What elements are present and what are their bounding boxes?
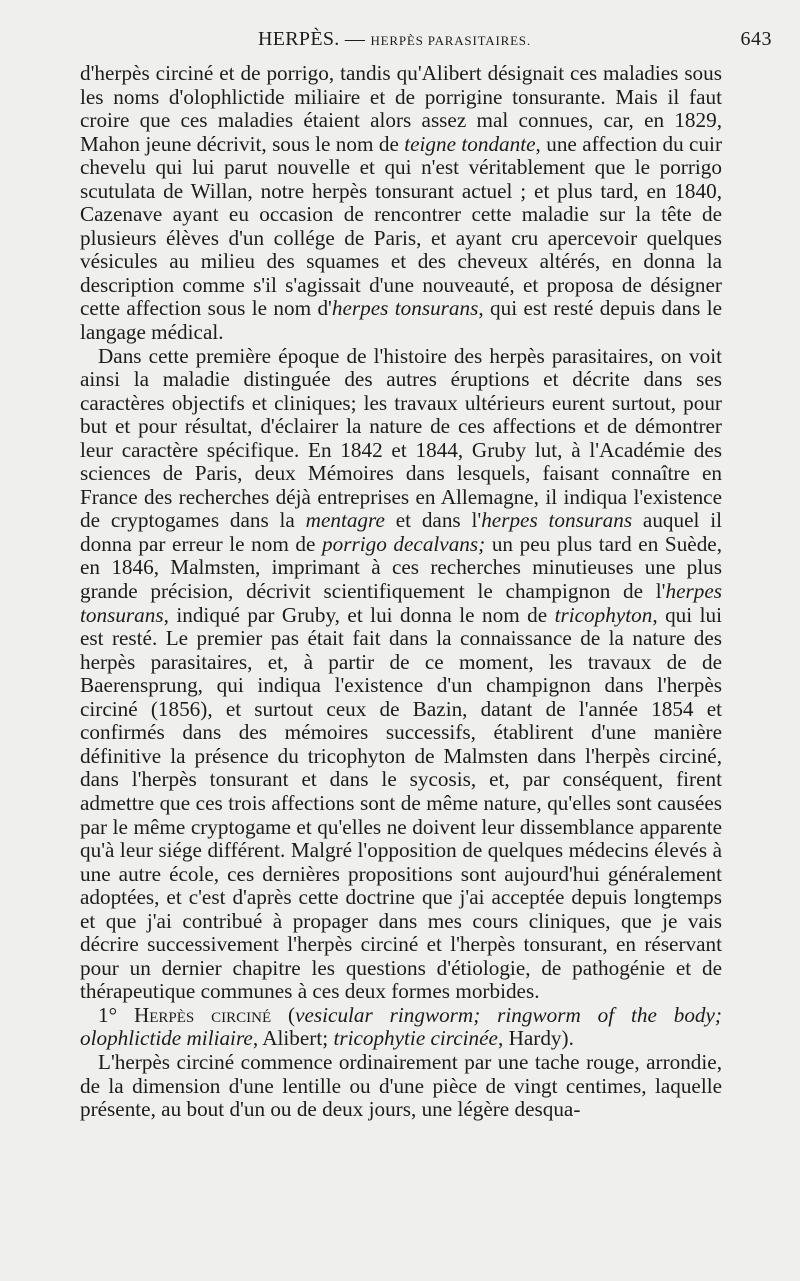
p2-text-c: auquel il donna par erreur le nom de [80,508,722,556]
section-number: 1° [98,1002,134,1027]
p2-italic-3: porrigo decalvans; [322,531,486,556]
p1-text-b: , une affection du cuir chevelu qui lui parut nouvelle et qui n'est véritablement que le porrigo scutulata de Willan, notre herpès tonsurant actuel ; et plus tard, en 1840, Cazenave ayant eu occasion de rencontrer cette maladie sur la tête de plusieurs élèves d'un collége de Paris, et ayant cru apercevoir quelques vésicules au milieu des squames et des cheveux altérés, en donna la description comme s'il s'agissait d'une nouveauté, et proposa de désigner cette affection sous le nom d' [80,131,722,321]
p2-text-e: , indiqué par Gruby, et lui donna le nom de [163,602,555,627]
p3-text-c: , Hardy). [497,1026,574,1051]
header-title-group [258,28,531,51]
header-subtitle: HERPÈS PARASITAIRES. [370,33,531,48]
header-title: HERPÈS. [258,28,340,50]
body-text [80,62,722,1122]
section-title: Herpès circiné [133,1002,272,1027]
page-number: 643 [740,28,772,50]
p2-text-d: un peu plus tard en Suède, en 1846, Malmsten, imprimant à ces recherches minutieuses une plus grande précision, décrivit scientifiquement le champignon de l' [80,531,723,604]
paragraph-4 [80,1051,722,1122]
p1-text: d'herpès circiné et de porrigo, tandis qu'Alibert désignait ces maladies sous les noms d'olophlictide miliaire et de porrigine tonsurante. Mais il faut croire que ces maladies étaient alors assez mal connues, car, en 1829, Mahon jeune décrivit, sous le nom de [80,61,722,156]
p2-italic-2: herpes tonsurans [481,508,633,533]
p2-italic-1: mentagre [305,508,385,533]
p2-text-f: , qui lui est resté. Le premier pas était fait dans la connaissance de la nature des herpès parasitaires, et, à partir de ce moment, les travaux de de Baerensprung, qui indiqua l'existence d'un champignon dans l'herpès circiné (1856), et surtout ceux de Bazin, datant de l'année 1854 et confirmés dans des mémoires successifs, établirent d'une manière définitive la présence du tricophyton de Malmsten dans l'herpès circiné, dans l'herpès tonsurant et dans le sycosis, et, par conséquent, firent admettre que ces trois affections sont de même nature, qu'elles sont causées par le même cryptogame et qu'elles ne doivent leur dissemblance apparente qu'à leur siége différent. Malgré l'opposition de quelques médecins élevés à une autre école, ces dernières propositions sont aujourd'hui généralement adoptées, et c'est d'après cette doctrine que j'ai acceptée depuis longtemps et que j'ai contribué à propager dans mes cours cliniques, que je vais décrire successivement l'herpès circiné et l'herpès tonsurant, en réservant pour un dernier chapitre les questions d'étiologie, de pathogénie et de thérapeutique communes à ces deux formes morbides. [80,602,722,1004]
p1-italic-1: teigne tondante [404,131,536,156]
p3-italic-1: vesicular ringworm; ringworm of the body; olophlictide miliaire [80,1002,722,1051]
p4-text: L'herpès circiné commence ordinairement par une tache rouge, arrondie, de la dimension d'une lentille ou d'une pièce de vingt centimes, laquelle présente, au bout d'un ou de deux jours, une légère desqua- [80,1049,722,1122]
p2-text-b: et dans l' [384,508,482,533]
p1-text-c: , qui est resté depuis dans le langage médical. [80,296,723,345]
p2-italic-4: herpes tonsurans [80,579,722,627]
p2-italic-5: tricophyton [554,602,653,627]
section-heading-herpes-circine [80,1004,722,1051]
paragraph-2 [80,345,722,1004]
p1-italic-2: herpes tonsurans [331,296,479,321]
p3-text-a: ( [271,1002,296,1027]
p3-italic-2: tricophytie circinée [333,1026,498,1051]
header-separator: — [339,28,371,50]
paragraph-1 [80,62,722,345]
p2-text: Dans cette première époque de l'histoire des herpès parasitaires, on voit ainsi la maladie distinguée des autres éruptions et décrite dans ses caractères objectifs et cliniques; les travaux ultérieurs eurent surtout, pour but et pour résultat, d'éclairer la nature de ces affections et de démontrer leur caractère spécifique. En 1842 et 1844, Gruby lut, à l'Académie des sciences de Paris, deux Mémoires dans lesquels, faisant connaître en France des recherches déjà entreprises en Allemagne, il indiqua l'existence de cryptogames dans la [80,343,722,533]
p3-text-b: , Alibert; [252,1026,334,1051]
running-header [0,28,800,58]
